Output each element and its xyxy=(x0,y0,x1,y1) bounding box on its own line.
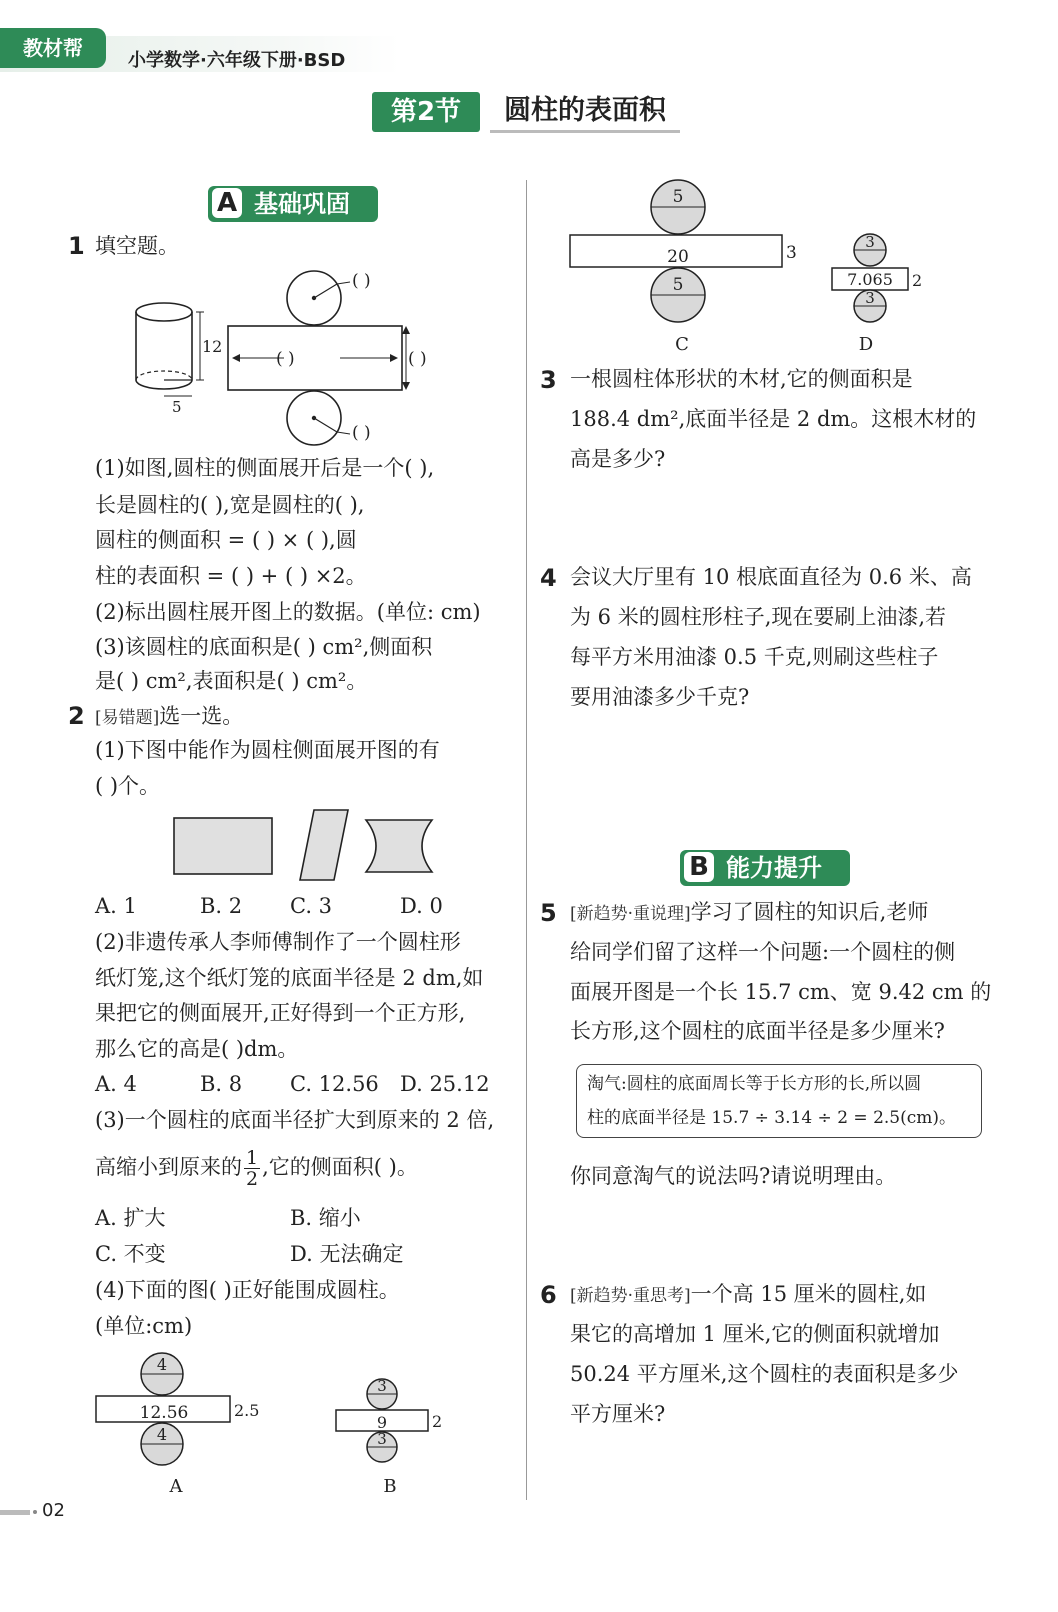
fig-c-letter: C xyxy=(675,334,689,355)
net-bottom-paren: ( ) xyxy=(352,423,371,443)
q1-line-5: (2)标出圆柱展开图上的数据。(单位: cm) xyxy=(95,600,481,624)
q2-figure-c xyxy=(566,178,806,358)
column-divider xyxy=(526,180,527,1500)
cyl-height-label: 12 xyxy=(202,337,223,356)
q6-number: 6 xyxy=(540,1281,557,1309)
q5-text-1: 学习了圆柱的知识后,老师 xyxy=(690,900,929,924)
cyl-bottom-back xyxy=(136,371,192,380)
section-number-text: 第2节 xyxy=(390,97,462,127)
net-top-paren: ( ) xyxy=(352,271,371,291)
q2-number: 2 xyxy=(68,702,85,730)
fig-b-letter: B xyxy=(383,1476,397,1497)
section-name: 圆柱的表面积 xyxy=(490,92,680,133)
fig-a-top-label: 4 xyxy=(156,1355,168,1374)
q4-line-3: 每平方米用油漆 0.5 千克,则刷这些柱子 xyxy=(570,645,939,669)
fig-d-letter: D xyxy=(858,334,874,355)
fig-d-top-label: 3 xyxy=(865,233,875,251)
fig-b-bottom-label: 3 xyxy=(377,1430,387,1448)
q4-line-1: 会议大厅里有 10 根底面直径为 0.6 米、高 xyxy=(570,565,972,589)
q1-line-6: (3)该圆柱的底面积是( ) cm²,侧面积 xyxy=(95,635,433,659)
fig-c-length: 20 xyxy=(667,247,689,267)
fig-a-width: 2.5 xyxy=(234,1401,260,1420)
fig-c-bottom-label: 5 xyxy=(672,275,684,295)
q1-line-1: (1)如图,圆柱的侧面展开后是一个( ), xyxy=(95,456,435,480)
q2-p3-suffix: ,它的侧面积( )。 xyxy=(262,1155,418,1179)
q5-line-4: 长方形,这个圆柱的底面半径是多少厘米? xyxy=(570,1019,945,1043)
q6-line-1 xyxy=(570,1276,926,1315)
q5-ask: 你同意淘气的说法吗?请说明理由。 xyxy=(570,1164,897,1188)
q2-p2-option-b: B. 8 xyxy=(200,1072,243,1096)
fig-d-bottom-label: 3 xyxy=(865,289,875,307)
part-a-title: 基础巩固 xyxy=(254,190,350,218)
q2-figure-a xyxy=(92,1350,282,1498)
fig-a-letter: A xyxy=(169,1476,183,1497)
fig-c-width: 3 xyxy=(786,243,797,263)
q2-p2-option-d: D. 25.12 xyxy=(400,1072,490,1096)
fraction-denominator: 2 xyxy=(246,1168,259,1190)
q2-p1-option-a: A. 1 xyxy=(95,894,137,918)
q2-p1-option-d: D. 0 xyxy=(400,894,443,918)
q2-p1-line-2: ( )个。 xyxy=(95,774,161,798)
q6-text-1: 一个高 15 厘米的圆柱,如 xyxy=(690,1282,927,1306)
q2-p3-option-a: A. 扩大 xyxy=(95,1206,166,1230)
q2-p3-option-d: D. 无法确定 xyxy=(290,1242,404,1266)
q5-tag: [新趋势·重说理] xyxy=(570,904,691,924)
q2-p3-line-2 xyxy=(95,1148,418,1189)
fig-a-length: 12.56 xyxy=(139,1403,189,1423)
page-number: 02 xyxy=(42,1500,65,1521)
q4-line-4: 要用油漆多少千克? xyxy=(570,685,750,709)
part-a-letter: A xyxy=(212,188,242,218)
q5-line-2: 给同学们留了这样一个问题:一个圆柱的侧 xyxy=(570,940,956,964)
fraction-numerator: 1 xyxy=(246,1147,259,1169)
q2-p4-line-1: (4)下面的图( )正好能围成圆柱。 xyxy=(95,1278,400,1302)
q2-p2-option-a: A. 4 xyxy=(95,1072,137,1096)
q1-line-7: 是( ) cm²,表面积是( ) cm²。 xyxy=(95,669,368,693)
q5-box-line-1: 淘气:圆柱的底面周长等于长方形的长,所以圆 xyxy=(587,1074,922,1094)
q1-cylinder-figure xyxy=(128,262,488,452)
part-a-heading xyxy=(208,186,378,222)
q1-line-4: 柱的表面积 = ( ) + ( ) ×2。 xyxy=(95,564,367,588)
fig-d-width: 2 xyxy=(912,271,923,290)
part-b-heading xyxy=(680,850,850,886)
q5-line-1 xyxy=(570,894,928,933)
q2-p2-line-4: 那么它的高是( )dm。 xyxy=(95,1037,299,1061)
q2-figure-b xyxy=(332,1374,462,1498)
part-b-title: 能力提升 xyxy=(726,854,822,882)
q1-line-2: 长是圆柱的( ),宽是圆柱的( ), xyxy=(95,493,365,517)
q3-number: 3 xyxy=(540,366,557,394)
q2-p3-prefix: 高缩小到原来的 xyxy=(95,1155,242,1179)
shape-parallelogram xyxy=(300,810,348,880)
fig-c-top-label: 5 xyxy=(672,187,684,207)
q2-shapes-figure xyxy=(168,804,448,888)
q2-p2-option-c: C. 12.56 xyxy=(290,1072,379,1096)
part-b-letter: B xyxy=(684,852,714,882)
cyl-bottom-front xyxy=(136,380,192,389)
q5-quote-box xyxy=(576,1064,982,1138)
q2-p3-option-b: B. 缩小 xyxy=(290,1206,361,1230)
fig-b-width: 2 xyxy=(432,1412,443,1431)
q6-tag: [新趋势·重思考] xyxy=(570,1286,691,1306)
q1-title: 填空题。 xyxy=(95,234,179,258)
q2-p1-line-1: (1)下图中能作为圆柱侧面展开图的有 xyxy=(95,738,440,762)
q2-p2-line-1: (2)非遗传承人李师傅制作了一个圆柱形 xyxy=(95,930,461,954)
q3-line-2: 188.4 dm²,底面半径是 2 dm。这根木材的 xyxy=(570,407,977,431)
q2-p3-option-c: C. 不变 xyxy=(95,1242,166,1266)
q2-p2-line-3: 果把它的侧面展开,正好得到一个正方形, xyxy=(95,1001,466,1025)
q2-p3-fraction xyxy=(244,1148,260,1189)
footer-dot xyxy=(33,1510,37,1514)
fig-a-bottom-label: 4 xyxy=(156,1425,168,1444)
brand-text: 教材帮 xyxy=(23,36,83,60)
q3-line-1: 一根圆柱体形状的木材,它的侧面积是 xyxy=(570,367,913,391)
q5-line-3: 面展开图是一个长 15.7 cm、宽 9.42 cm 的 xyxy=(570,980,992,1004)
q5-number: 5 xyxy=(540,899,557,927)
q1-line-3: 圆柱的侧面积 = ( ) × ( ),圆 xyxy=(95,528,357,552)
q2-p2-line-2: 纸灯笼,这个纸灯笼的底面半径是 2 dm,如 xyxy=(95,966,484,990)
q3-line-3: 高是多少? xyxy=(570,447,666,471)
q5-box-line-2: 柱的底面半径是 15.7 ÷ 3.14 ÷ 2 = 2.5(cm)。 xyxy=(587,1108,957,1128)
q2-p1-option-b: B. 2 xyxy=(200,894,243,918)
q2-figure-d xyxy=(826,228,936,358)
shape-curved xyxy=(366,820,432,872)
net-length-paren: ( ) xyxy=(276,349,295,369)
cyl-top xyxy=(136,303,192,321)
brand-badge xyxy=(0,28,106,68)
fig-b-length: 9 xyxy=(376,1413,388,1432)
q2-title: 选一选。 xyxy=(159,704,244,728)
q6-line-4: 平方厘米? xyxy=(570,1402,666,1426)
q2-tag: [易错题] xyxy=(95,708,160,728)
net-width-paren: ( ) xyxy=(408,349,427,369)
q6-line-3: 50.24 平方厘米,这个圆柱的表面积是多少 xyxy=(570,1362,959,1386)
q4-number: 4 xyxy=(540,564,557,592)
footer-bar xyxy=(0,1510,30,1515)
q4-line-2: 为 6 米的圆柱形柱子,现在要刷上油漆,若 xyxy=(570,605,947,629)
section-number xyxy=(372,92,480,132)
q6-line-2: 果它的高增加 1 厘米,它的侧面积就增加 xyxy=(570,1322,940,1346)
q2-p3-line-1: (3)一个圆柱的底面半径扩大到原来的 2 倍, xyxy=(95,1108,495,1132)
q2-p4-line-2: (单位:cm) xyxy=(95,1314,193,1338)
fig-d-length: 7.065 xyxy=(847,270,893,289)
q1-number: 1 xyxy=(68,232,85,260)
cyl-radius-label: 5 xyxy=(172,398,182,416)
shape-rectangle xyxy=(174,818,272,874)
q2-p1-option-c: C. 3 xyxy=(290,894,333,918)
book-subtitle: 小学数学·六年级下册·BSD xyxy=(128,50,346,71)
fig-b-top-label: 3 xyxy=(377,1377,387,1395)
